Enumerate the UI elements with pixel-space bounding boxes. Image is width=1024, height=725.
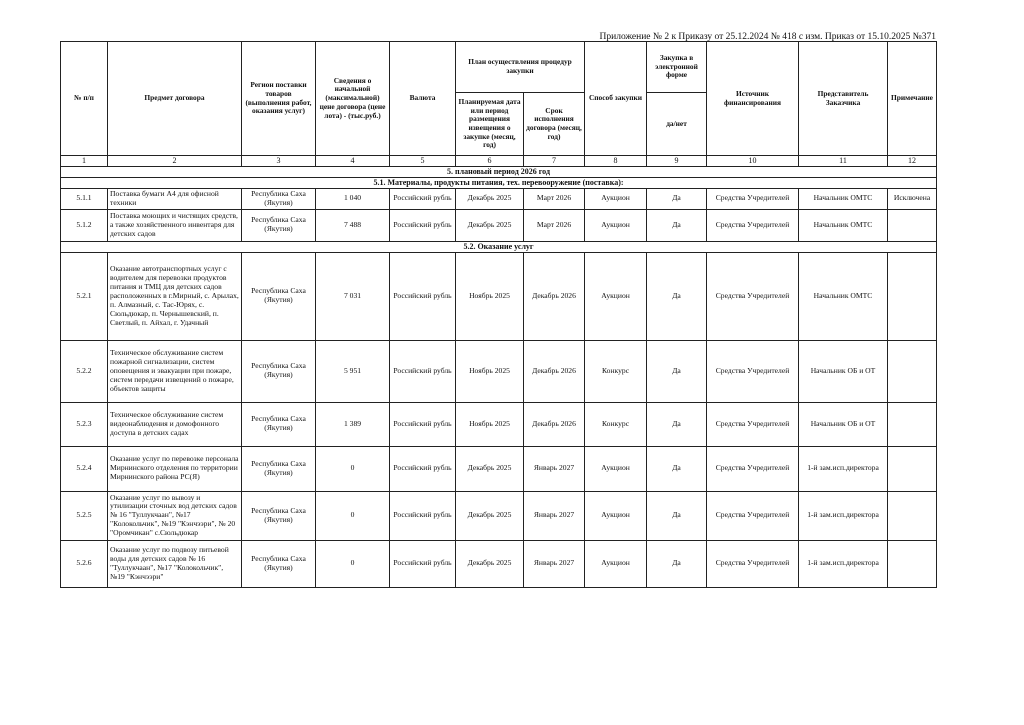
appendix-note: Приложение № 2 к Приказу от 25.12.2024 № 418 с изм. Приказ от 15.10.2025 №371 <box>599 32 936 42</box>
section-subtitle-row-title: 5.1. Материалы, продукты питания, тех. перевооружение (поставка): <box>61 178 937 189</box>
currency-cell: Российский рубль <box>390 446 456 491</box>
column-number: 10 <box>707 156 799 167</box>
currency-cell: Российский рубль <box>390 252 456 340</box>
section-subtitle-row <box>61 178 937 189</box>
header-price: Сведения о начальной (максимальной) цене договора (цене лота) - (тыс.руб.) <box>316 42 390 156</box>
column-number: 3 <box>242 156 316 167</box>
contract-subject-cell: Оказание автотранспортных услуг с водителем для перевозки продуктов питания и ТМЦ для детских садов расположенных в г.Мирный, с. Арылах, п. Алмазный, с. Тас-Юрях, с. Сюльдюкар, п. Чернышевский, п. Светлый, п. Айхал, г. Удачный <box>108 252 242 340</box>
contract-term-cell: Январь 2027 <box>524 540 585 587</box>
header-electronic: Закупка в электронной форме <box>647 42 707 93</box>
note-cell <box>888 252 937 340</box>
planned-notice-date-cell: Декабрь 2025 <box>456 540 524 587</box>
table-row <box>61 491 937 540</box>
electronic-form-cell: Да <box>647 189 707 210</box>
header-electronic-sub: да/нет <box>647 93 707 156</box>
header-region: Регион поставки товаров (выполнения работ, оказания услуг) <box>242 42 316 156</box>
currency-cell: Российский рубль <box>390 540 456 587</box>
financing-source-cell: Средства Учредителей <box>707 491 799 540</box>
header-plan-date: Планируемая дата или период размещения извещения о закупке (месяц, год) <box>456 93 524 156</box>
procurement-method-cell: Аукцион <box>585 209 647 241</box>
contract-term-cell: Декабрь 2026 <box>524 252 585 340</box>
delivery-region-cell: Республика Саха (Якутия) <box>242 540 316 587</box>
contract-subject-cell: Поставка бумаги А4 для офисной техники <box>108 189 242 210</box>
section-title-row <box>61 241 937 252</box>
row-number-cell: 5.2.4 <box>61 446 108 491</box>
section-title-row <box>61 167 937 178</box>
note-cell <box>888 446 937 491</box>
customer-representative-cell: 1-й зам.исп.директора <box>799 540 888 587</box>
delivery-region-cell: Республика Саха (Якутия) <box>242 209 316 241</box>
header-term: Срок исполнения договора (месяц, год) <box>524 93 585 156</box>
financing-source-cell: Средства Учредителей <box>707 252 799 340</box>
contract-subject-cell: Оказание услуг по подвозу питьевой воды для детских садов № 16 "Туллукчаан", №17 "Колокольчик", №19 "Кэнчээри" <box>108 540 242 587</box>
column-number: 1 <box>61 156 108 167</box>
row-number-cell: 5.1.2 <box>61 209 108 241</box>
initial-price-cell: 7 031 <box>316 252 390 340</box>
contract-subject-cell: Оказание услуг по перевозке персонала Мирнинского отделения по территории Мирнинского района РС(Я) <box>108 446 242 491</box>
section-title-row-title: 5. плановый период 2026 год <box>61 167 937 178</box>
table-row <box>61 252 937 340</box>
delivery-region-cell: Республика Саха (Якутия) <box>242 402 316 446</box>
initial-price-cell: 0 <box>316 491 390 540</box>
header-representative: Представитель Заказчика <box>799 42 888 156</box>
currency-cell: Российский рубль <box>390 209 456 241</box>
contract-term-cell: Январь 2027 <box>524 491 585 540</box>
header-num: № п/п <box>61 42 108 156</box>
currency-cell: Российский рубль <box>390 402 456 446</box>
electronic-form-cell: Да <box>647 252 707 340</box>
financing-source-cell: Средства Учредителей <box>707 446 799 491</box>
procurement-method-cell: Конкурс <box>585 340 647 402</box>
initial-price-cell: 5 951 <box>316 340 390 402</box>
electronic-form-cell: Да <box>647 540 707 587</box>
contract-term-cell: Январь 2027 <box>524 446 585 491</box>
planned-notice-date-cell: Декабрь 2025 <box>456 446 524 491</box>
header-currency: Валюта <box>390 42 456 156</box>
contract-subject-cell: Техническое обслуживание систем пожарной сигнализации, систем оповещения и эвакуации при пожаре, систем передачи извещений о пожаре, объектов защиты <box>108 340 242 402</box>
column-number: 9 <box>647 156 707 167</box>
electronic-form-cell: Да <box>647 491 707 540</box>
table-row <box>61 209 937 241</box>
note-cell <box>888 209 937 241</box>
contract-term-cell: Март 2026 <box>524 189 585 210</box>
customer-representative-cell: Начальник ОМТС <box>799 209 888 241</box>
delivery-region-cell: Республика Саха (Якутия) <box>242 446 316 491</box>
column-number-row <box>61 156 937 167</box>
note-cell <box>888 340 937 402</box>
procurement-plan-table <box>60 41 937 588</box>
electronic-form-cell: Да <box>647 446 707 491</box>
procurement-method-cell: Аукцион <box>585 491 647 540</box>
financing-source-cell: Средства Учредителей <box>707 340 799 402</box>
column-number: 11 <box>799 156 888 167</box>
row-number-cell: 5.2.6 <box>61 540 108 587</box>
currency-cell: Российский рубль <box>390 491 456 540</box>
initial-price-cell: 0 <box>316 446 390 491</box>
note-cell <box>888 491 937 540</box>
row-number-cell: 5.1.1 <box>61 189 108 210</box>
initial-price-cell: 7 488 <box>316 209 390 241</box>
column-number: 6 <box>456 156 524 167</box>
row-number-cell: 5.2.2 <box>61 340 108 402</box>
customer-representative-cell: Начальник ОМТС <box>799 189 888 210</box>
column-number: 4 <box>316 156 390 167</box>
row-number-cell: 5.2.5 <box>61 491 108 540</box>
procurement-method-cell: Аукцион <box>585 189 647 210</box>
planned-notice-date-cell: Ноябрь 2025 <box>456 340 524 402</box>
header-note: Примечание <box>888 42 937 156</box>
customer-representative-cell: 1-й зам.исп.директора <box>799 446 888 491</box>
electronic-form-cell: Да <box>647 402 707 446</box>
delivery-region-cell: Республика Саха (Якутия) <box>242 189 316 210</box>
table-row <box>61 540 937 587</box>
table-row <box>61 402 937 446</box>
planned-notice-date-cell: Декабрь 2025 <box>456 209 524 241</box>
column-number: 8 <box>585 156 647 167</box>
table-body <box>61 156 937 588</box>
row-number-cell: 5.2.1 <box>61 252 108 340</box>
header-subject: Предмет договора <box>108 42 242 156</box>
planned-notice-date-cell: Ноябрь 2025 <box>456 252 524 340</box>
column-number: 5 <box>390 156 456 167</box>
customer-representative-cell: Начальник ОБ и ОТ <box>799 340 888 402</box>
procurement-method-cell: Конкурс <box>585 402 647 446</box>
column-number: 12 <box>888 156 937 167</box>
currency-cell: Российский рубль <box>390 340 456 402</box>
contract-subject-cell: Техническое обслуживание систем видеонаблюдения и домофонного доступа в детских садах <box>108 402 242 446</box>
initial-price-cell: 1 389 <box>316 402 390 446</box>
initial-price-cell: 1 040 <box>316 189 390 210</box>
customer-representative-cell: Начальник ОМТС <box>799 252 888 340</box>
note-cell <box>888 402 937 446</box>
contract-subject-cell: Поставка моющих и чистящих средств, а также хозяйственного инвентаря для детских садов <box>108 209 242 241</box>
delivery-region-cell: Республика Саха (Якутия) <box>242 340 316 402</box>
planned-notice-date-cell: Ноябрь 2025 <box>456 402 524 446</box>
contract-term-cell: Декабрь 2026 <box>524 402 585 446</box>
customer-representative-cell: Начальник ОБ и ОТ <box>799 402 888 446</box>
electronic-form-cell: Да <box>647 340 707 402</box>
procurement-method-cell: Аукцион <box>585 252 647 340</box>
row-number-cell: 5.2.3 <box>61 402 108 446</box>
planned-notice-date-cell: Декабрь 2025 <box>456 491 524 540</box>
contract-term-cell: Декабрь 2026 <box>524 340 585 402</box>
initial-price-cell: 0 <box>316 540 390 587</box>
table-row <box>61 189 937 210</box>
procurement-method-cell: Аукцион <box>585 540 647 587</box>
table-row <box>61 446 937 491</box>
financing-source-cell: Средства Учредителей <box>707 540 799 587</box>
contract-term-cell: Март 2026 <box>524 209 585 241</box>
procurement-method-cell: Аукцион <box>585 446 647 491</box>
table-row <box>61 340 937 402</box>
currency-cell: Российский рубль <box>390 189 456 210</box>
column-number: 2 <box>108 156 242 167</box>
note-cell: Исключена <box>888 189 937 210</box>
delivery-region-cell: Республика Саха (Якутия) <box>242 491 316 540</box>
customer-representative-cell: 1-й зам.исп.директора <box>799 491 888 540</box>
financing-source-cell: Средства Учредителей <box>707 402 799 446</box>
header-source: Источник финансирования <box>707 42 799 156</box>
column-number: 7 <box>524 156 585 167</box>
financing-source-cell: Средства Учредителей <box>707 189 799 210</box>
header-method: Способ закупки <box>585 42 647 156</box>
planned-notice-date-cell: Декабрь 2025 <box>456 189 524 210</box>
header-plan-group: План осуществления процедур закупки <box>456 42 585 93</box>
contract-subject-cell: Оказание услуг по вывозу и утилизации сточных вод детских садов № 16 "Туллукчаан", №17 "Колокольчик", №19 "Кэнчээри", № 20 "Оромчикан" с.Сюльдюкар <box>108 491 242 540</box>
section-title-row-title: 5.2. Оказание услуг <box>61 241 937 252</box>
note-cell <box>888 540 937 587</box>
financing-source-cell: Средства Учредителей <box>707 209 799 241</box>
electronic-form-cell: Да <box>647 209 707 241</box>
delivery-region-cell: Республика Саха (Якутия) <box>242 252 316 340</box>
